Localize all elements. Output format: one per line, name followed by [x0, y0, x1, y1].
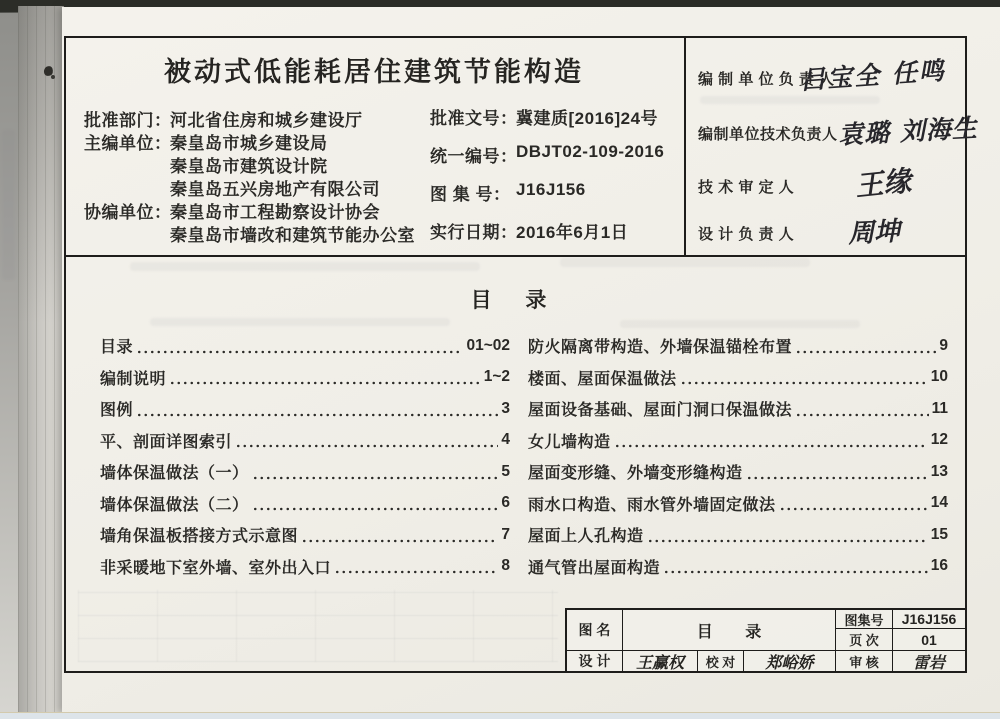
toc-entry-title: 墙角保温板搭接方式示意图: [100, 528, 299, 546]
approval-label: 协编单位：: [84, 203, 172, 222]
proofreader-signature: 郑峪娇: [765, 652, 814, 672]
toc-entry-title: 编制说明: [100, 370, 167, 388]
title-block: [565, 608, 967, 673]
approval-value: 秦皇岛市工程勘察设计协会: [170, 203, 380, 222]
toc-entry-page: 01~02: [466, 336, 510, 354]
toc-entry-title: 屋面设备基础、屋面门洞口保温做法: [528, 402, 793, 420]
doc-number-row: [430, 142, 664, 167]
dot-leader: [647, 539, 928, 543]
atlas-number-label: 图集号: [844, 612, 884, 628]
toc-entry-page: 12: [930, 431, 948, 449]
dot-leader: [136, 413, 498, 417]
signature-handwriting: 吕宝全 任鸣: [799, 55, 947, 96]
page-number-value: 01: [921, 631, 937, 648]
toc-entry: [528, 425, 948, 457]
toc-entry-title: 女儿墙构造: [528, 433, 611, 451]
header-signature-divider-line: [684, 36, 686, 257]
drawing-name-value: 目 录: [696, 623, 776, 641]
toc-entry: [528, 488, 948, 520]
toc-entry-title: 墙体保温做法（二）: [100, 496, 249, 514]
toc-column-right: [528, 330, 948, 582]
toc-entry: [100, 362, 510, 394]
drawing-name-label: 图 名: [578, 622, 611, 638]
toc-entry-page: 9: [939, 336, 948, 354]
dot-leader: [235, 444, 498, 448]
designer-signature: 王赢权: [635, 652, 684, 672]
toc-entry-page: 5: [501, 462, 510, 480]
toc-entry: [528, 456, 948, 488]
signatory-label: 编 制 单 位 负 责 人: [698, 71, 835, 88]
toc-entry-page: 11: [931, 399, 948, 417]
dot-leader: [746, 476, 928, 480]
proofreader-label: 校 对: [705, 654, 736, 670]
toc-entry-title: 墙体保温做法（一）: [100, 465, 249, 483]
toc-heading: 目 录: [470, 289, 561, 312]
signature-handwriting: 袁璐 刘海生: [837, 113, 979, 150]
signatory-label: 设 计 负 责 人: [698, 226, 795, 243]
doc-number-row: [430, 104, 658, 129]
doc-number-value: 2016年6月1日: [516, 223, 629, 242]
approval-row: [84, 175, 380, 200]
toc-entry: [100, 330, 510, 362]
doc-number-value: 冀建质[2016]24号: [516, 109, 659, 128]
toc-entry-title: 雨水口构造、雨水管外墙固定做法: [528, 496, 776, 514]
toc-entry-title: 非采暖地下室外墙、室外出入口: [100, 559, 332, 577]
toc-entry-title: 目录: [100, 339, 134, 357]
approval-row: [84, 106, 363, 131]
toc-entry: [100, 551, 510, 583]
approval-row: [84, 152, 328, 177]
toc-entry-page: 7: [501, 525, 510, 543]
toc-column-left: [100, 330, 510, 582]
doc-number-label: 实行日期：: [430, 223, 518, 242]
dot-leader: [334, 570, 498, 574]
signature-handwriting: 王缘: [853, 164, 913, 203]
toc-entry-title: 屋面变形缝、外墙变形缝构造: [528, 465, 743, 483]
doc-number-label: 批准文号：: [430, 109, 518, 128]
dot-leader: [614, 444, 928, 448]
toc-entry-title: 平、剖面详图索引: [100, 433, 233, 451]
doc-number-label: 图 集 号：: [430, 185, 511, 204]
signature-handwriting: 周坤: [847, 216, 901, 250]
approval-value: 秦皇岛市城乡建设局: [170, 134, 328, 153]
dot-leader: [680, 381, 928, 385]
doc-number-value: DBJT02-109-2016: [516, 142, 665, 161]
approval-row: [84, 221, 415, 246]
approval-label: [84, 152, 170, 177]
approval-value: 秦皇岛五兴房地产有限公司: [170, 180, 380, 199]
approval-label: [84, 175, 170, 200]
signatory-label: 技 术 审 定 人: [698, 179, 795, 196]
doc-number-value: J16J156: [516, 180, 586, 199]
toc-entry: [528, 330, 948, 362]
book-page-stack-edge: [18, 6, 64, 712]
toc-entry-title: 通气管出屋面构造: [528, 559, 661, 577]
doc-number-row: [430, 180, 586, 205]
toc-entry: [528, 393, 948, 425]
dot-leader: [779, 507, 928, 511]
toc-entry-page: 3: [501, 399, 510, 417]
toc-entry-page: 1~2: [483, 368, 510, 386]
toc-entry-title: 图例: [100, 402, 134, 420]
approval-row: [84, 198, 380, 223]
toc-entry: [528, 362, 948, 394]
toc-entry-page: 8: [501, 557, 510, 575]
doc-number-row: [430, 218, 628, 243]
toc-entry-page: 14: [930, 494, 948, 512]
doc-number-label: 统一编号：: [430, 147, 518, 166]
approval-label: 主编单位：: [84, 134, 172, 153]
approval-label: 批准部门：: [84, 111, 172, 130]
toc-entry: [528, 519, 948, 551]
toc-entry-title: 防火隔离带构造、外墙保温锚栓布置: [528, 339, 793, 357]
toc-entry-page: 6: [501, 494, 510, 512]
dot-leader: [301, 539, 498, 543]
dot-leader: [795, 413, 929, 417]
dot-leader: [663, 570, 928, 574]
page-number-label: 页 次: [849, 633, 879, 648]
dot-leader: [169, 381, 481, 385]
toc-entry-page: 10: [930, 368, 948, 386]
dot-leader: [252, 507, 499, 511]
approval-value: 秦皇岛市建筑设计院: [170, 157, 328, 176]
toc-entry: [100, 519, 510, 551]
dot-leader: [252, 476, 499, 480]
toc-entry-page: 4: [501, 431, 510, 449]
toc-entry-page: 13: [930, 462, 948, 480]
reviewer-label: 审 核: [849, 654, 879, 670]
header-toc-divider-line: [64, 255, 967, 257]
atlas-number-value: J16J156: [901, 611, 957, 627]
toc-entry-title: 屋面上人孔构造: [528, 528, 644, 546]
approval-value: 秦皇岛市墙改和建筑节能办公室: [170, 226, 415, 245]
toc-entry-page: 15: [930, 525, 948, 543]
dot-leader: [795, 350, 936, 354]
reviewer-signature: 雷岩: [912, 652, 945, 672]
toc-entry-title: 楼面、屋面保温做法: [528, 370, 677, 388]
page-title: 被动式低能耗居住建筑节能构造: [164, 57, 584, 87]
designer-label: 设 计: [578, 653, 611, 669]
approval-label: [84, 221, 170, 246]
table-surface-strip: [0, 712, 1000, 719]
toc-entry-page: 16: [930, 557, 948, 575]
signatory-label: 编制单位技术负责人: [698, 126, 838, 143]
dot-leader: [136, 350, 463, 354]
toc-entry: [100, 456, 510, 488]
toc-entry: [528, 551, 948, 583]
ink-speck-artifact: [51, 75, 55, 79]
bleedthrough-margin: [2, 130, 15, 280]
toc-entry: [100, 488, 510, 520]
toc-entry: [100, 425, 510, 457]
approval-value: 河北省住房和城乡建设厅: [170, 111, 363, 130]
toc-entry: [100, 393, 510, 425]
approval-row: [84, 129, 328, 154]
